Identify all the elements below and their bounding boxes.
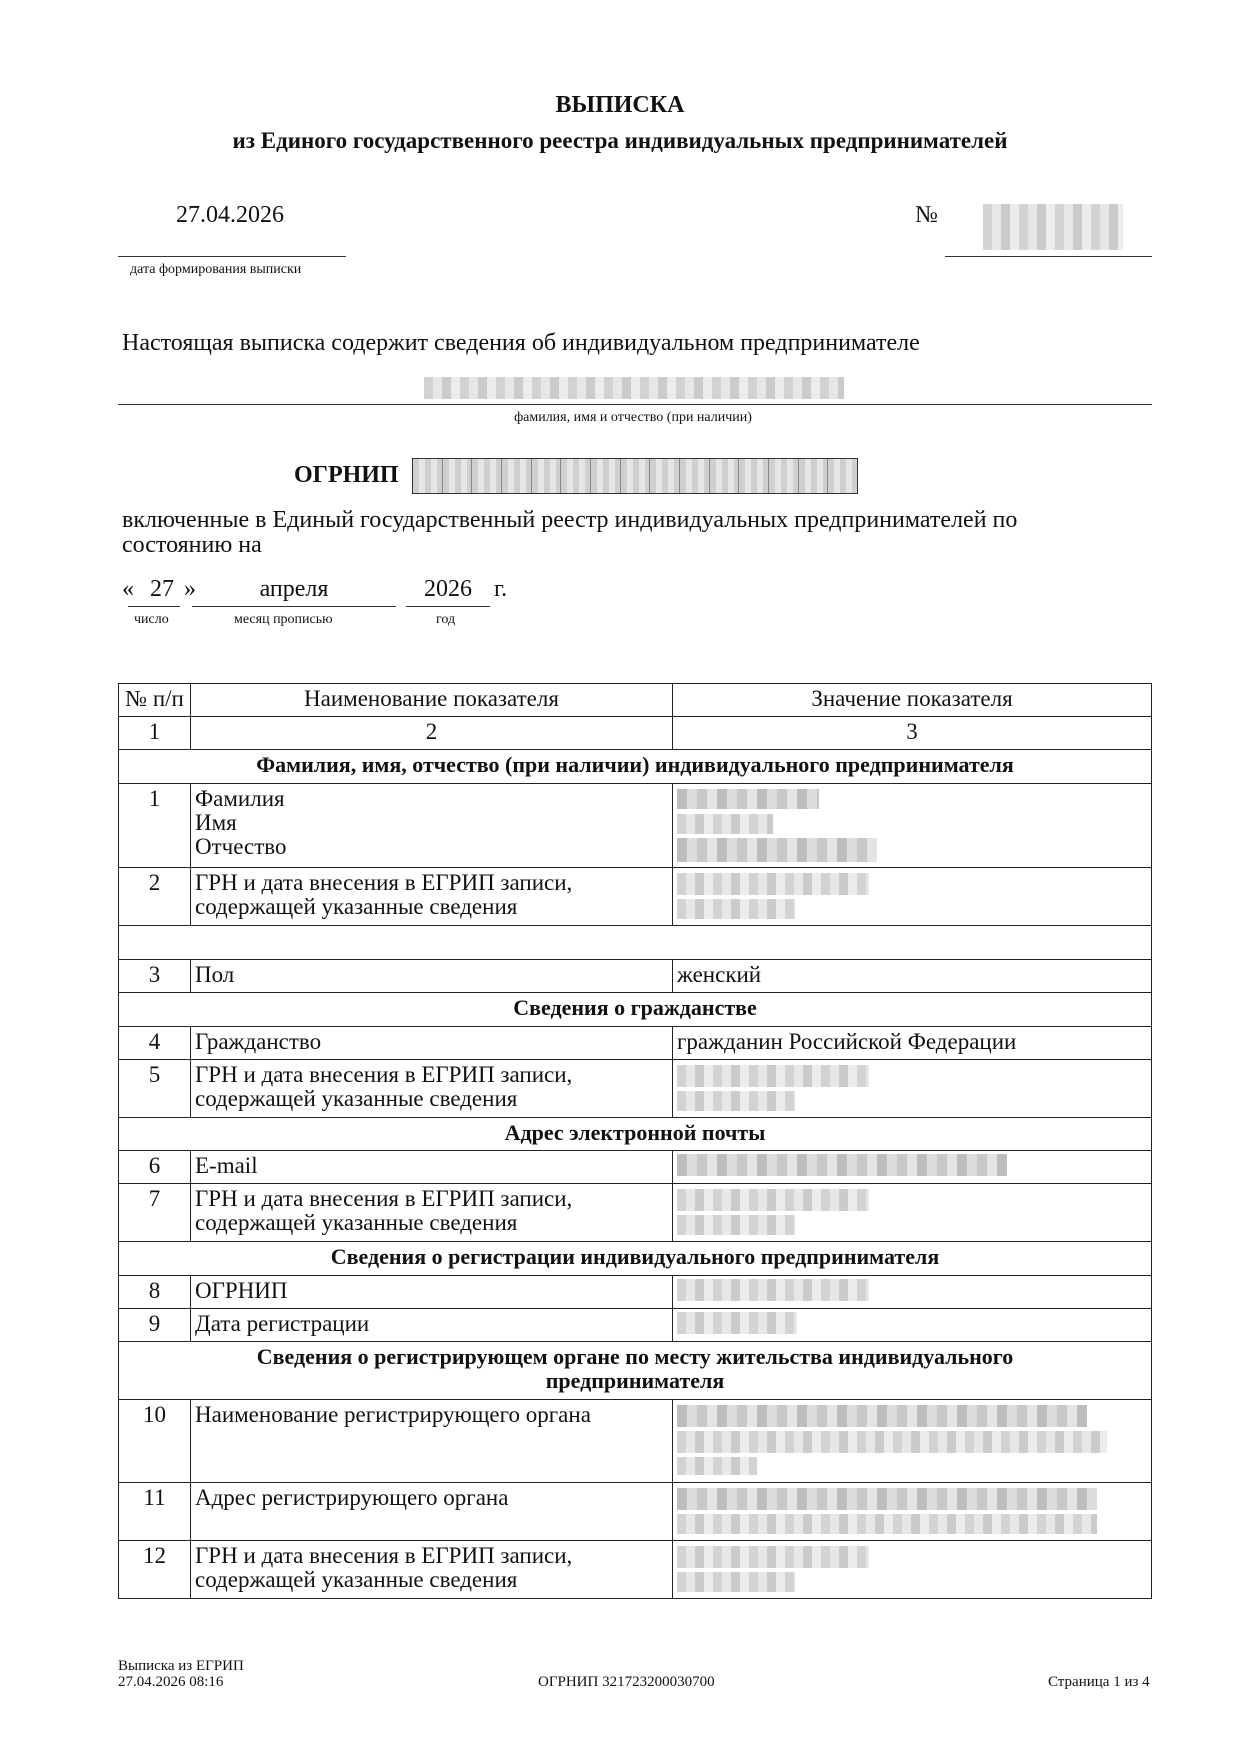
section-title: Сведения о регистрации индивидуального предпринимателя [119, 1242, 1152, 1276]
as-of-year: 2026 [424, 576, 472, 602]
quote-open: « [122, 576, 134, 602]
redacted-value [673, 1400, 1152, 1483]
row-label: Наименование регистрирующего органа [191, 1400, 673, 1483]
section-row [119, 750, 1152, 784]
table-row [119, 1541, 1152, 1599]
name-underline [118, 404, 1152, 405]
table-row [119, 1400, 1152, 1483]
redacted-value [673, 784, 1152, 868]
table-row [119, 960, 1152, 993]
section-title: Фамилия, имя, отчество (при наличии) индивидуального предпринимателя [119, 750, 1152, 784]
row-number: 7 [119, 1184, 191, 1242]
table-row [119, 1483, 1152, 1541]
number-underline [945, 256, 1152, 257]
row-number: 1 [119, 784, 191, 868]
header-cell: Значение показателя [673, 684, 1152, 717]
column-number: 3 [673, 717, 1152, 750]
formation-date: 27.04.2026 [176, 202, 284, 228]
header-cell: Наименование показателя [191, 684, 673, 717]
day-caption: число [134, 612, 169, 627]
row-number: 9 [119, 1309, 191, 1342]
quote-close: » [184, 576, 196, 602]
section-row [119, 1242, 1152, 1276]
table-row [119, 868, 1152, 926]
intro-text: Настоящая выписка содержит сведения об индивидуальном предпринимателе [122, 330, 920, 356]
document-title: ВЫПИСКА [555, 92, 685, 118]
label-line: ГРН и дата внесения в ЕГРИП записи, [195, 870, 573, 895]
redacted-value [673, 1184, 1152, 1242]
redacted-value [673, 1541, 1152, 1599]
footer-timestamp: 27.04.2026 08:16 [118, 1674, 224, 1690]
table-row [119, 1309, 1152, 1342]
row-number: 4 [119, 1027, 191, 1060]
row-label: Гражданство [191, 1027, 673, 1060]
redacted-value [673, 1309, 1152, 1342]
redacted-entrepreneur-name [424, 377, 844, 399]
row-number: 10 [119, 1400, 191, 1483]
redacted-value [673, 1276, 1152, 1309]
label-line: ГРН и дата внесения в ЕГРИП записи, [195, 1062, 573, 1087]
redacted-value [673, 868, 1152, 926]
table-row [119, 1060, 1152, 1118]
date-caption: дата формирования выписки [130, 262, 302, 277]
label-line: ГРН и дата внесения в ЕГРИП записи, [195, 1543, 573, 1568]
year-underline [406, 606, 490, 607]
table-row [119, 1276, 1152, 1309]
label-line: Отчество [195, 834, 287, 859]
label-line: Имя [195, 810, 237, 835]
redacted-value [673, 1151, 1152, 1184]
redacted-value [673, 1483, 1152, 1541]
row-number: 11 [119, 1483, 191, 1541]
section-row [119, 1118, 1152, 1151]
column-number-row [119, 717, 1152, 750]
table-row [119, 784, 1152, 868]
section-title: Сведения о регистрирующем органе по месту жительства индивидуального предпринимателя [119, 1342, 1152, 1400]
row-label: Пол [191, 960, 673, 993]
label-line: содержащей указанные сведения [195, 1567, 518, 1592]
row-number: 8 [119, 1276, 191, 1309]
month-caption: месяц прописью [234, 612, 333, 627]
ogrnip-label: ОГРНИП [294, 462, 399, 488]
section-title: Адрес электронной почты [119, 1118, 1152, 1151]
label-line: Фамилия [195, 786, 285, 811]
row-label [191, 1541, 673, 1599]
row-label: ОГРНИП [191, 1276, 673, 1309]
empty-row [119, 926, 1152, 960]
column-number: 2 [191, 717, 673, 750]
label-line: ГРН и дата внесения в ЕГРИП записи, [195, 1186, 573, 1211]
footer-page-number: Страница 1 из 4 [1048, 1674, 1150, 1690]
row-value: женский [673, 960, 1152, 993]
row-label: E-mail [191, 1151, 673, 1184]
year-suffix: г. [494, 576, 508, 602]
table-row [119, 1184, 1152, 1242]
row-label: Дата регистрации [191, 1309, 673, 1342]
row-number: 12 [119, 1541, 191, 1599]
redacted-ogrnip-cells [412, 458, 858, 494]
included-text: включенные в Единый государственный реестр индивидуальных предпринимателей по состоянию на [122, 507, 1018, 558]
column-number: 1 [119, 717, 191, 750]
row-label [191, 868, 673, 926]
year-caption: год [436, 612, 456, 627]
day-underline [128, 606, 180, 607]
redacted-value [673, 1060, 1152, 1118]
document-subtitle: из Единого государственного реестра индивидуальных предпринимателей [232, 128, 1008, 153]
as-of-month: апреля [259, 576, 329, 602]
row-number: 5 [119, 1060, 191, 1118]
label-line: содержащей указанные сведения [195, 1086, 518, 1111]
row-value: гражданин Российской Федерации [673, 1027, 1152, 1060]
footer-doc-name: Выписка из ЕГРИП [118, 1658, 244, 1674]
row-number: 2 [119, 868, 191, 926]
name-caption: фамилия, имя и отчество (при наличии) [514, 410, 752, 425]
row-number: 3 [119, 960, 191, 993]
table-row [119, 1151, 1152, 1184]
as-of-day: 27 [150, 576, 174, 602]
row-label [191, 784, 673, 868]
row-label [191, 1184, 673, 1242]
row-label: Адрес регистрирующего органа [191, 1483, 673, 1541]
section-row [119, 1342, 1152, 1400]
header-cell: № п/п [119, 684, 191, 717]
row-label [191, 1060, 673, 1118]
footer-ogrnip: ОГРНИП 321723200030700 [538, 1674, 715, 1690]
section-row [119, 993, 1152, 1027]
number-sign: № [915, 202, 938, 228]
extract-table [118, 683, 1152, 1599]
row-number: 6 [119, 1151, 191, 1184]
section-title: Сведения о гражданстве [119, 993, 1152, 1027]
label-line: содержащей указанные сведения [195, 1210, 518, 1235]
month-underline [192, 606, 396, 607]
table-header-row [119, 684, 1152, 717]
table-row [119, 1027, 1152, 1060]
date-underline [118, 256, 346, 257]
label-line: содержащей указанные сведения [195, 894, 518, 919]
redacted-extract-number [983, 204, 1123, 250]
